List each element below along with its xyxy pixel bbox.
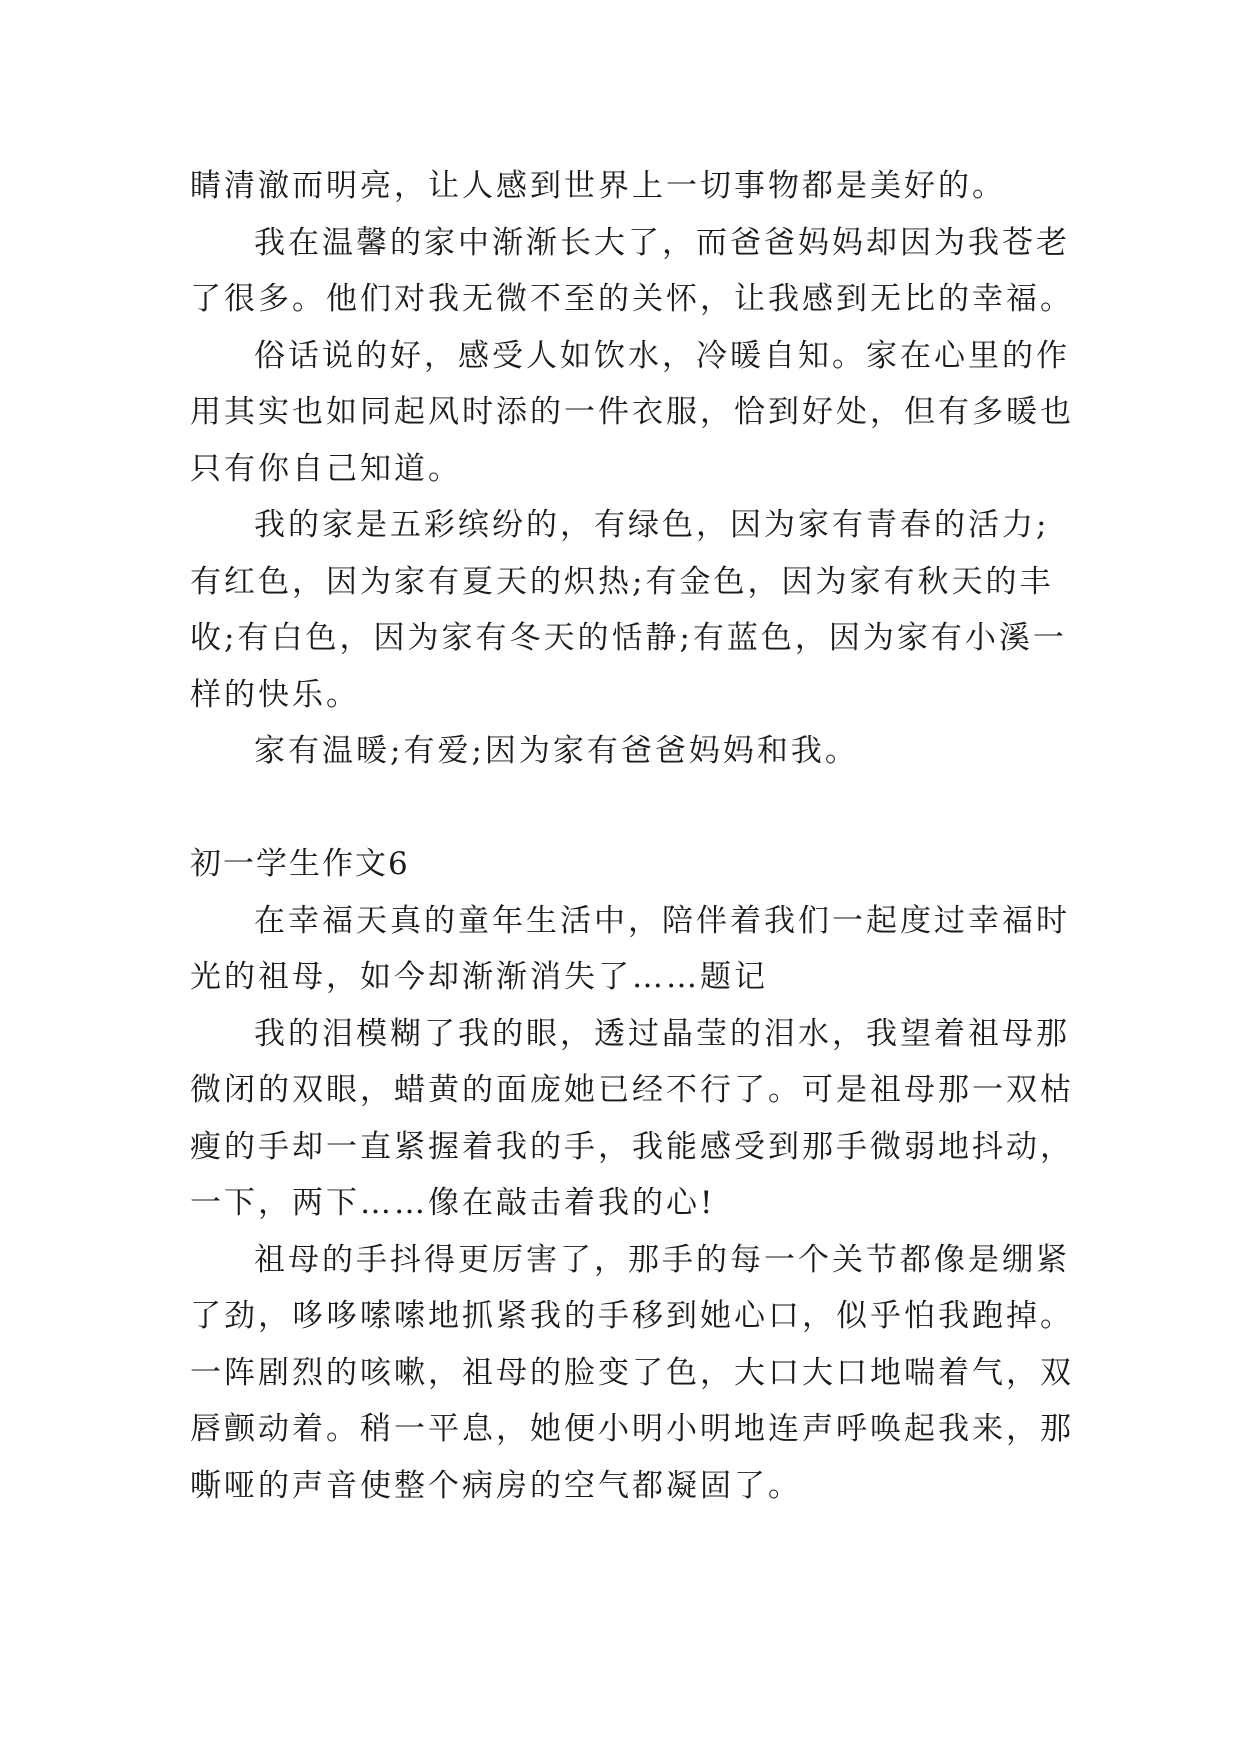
paragraph	[190, 893, 1070, 1006]
text-line: 嘶哑的声音使整个病房的空气都凝固了。	[190, 1467, 802, 1504]
text-line: 光的祖母，如今却渐渐消失了……题记	[190, 959, 768, 995]
text-line: 祖母的手抖得更厉害了，那手的每一个关节都像是绷紧	[254, 1241, 1070, 1278]
text-line: 有红色，因为家有夏天的炽热;有金色，因为家有秋天的丰	[190, 563, 1054, 600]
essay-section-2	[190, 836, 1074, 1514]
paragraph	[190, 215, 1074, 328]
text-line: 我的泪模糊了我的眼，透过晶莹的泪水，我望着祖母那	[254, 1015, 1070, 1052]
text-line: 用其实也如同起风时添的一件衣服，恰到好处，但有多暖也	[190, 394, 1074, 430]
text-line: 我的家是五彩缤纷的，有绿色，因为家有青春的活力;	[254, 507, 1050, 543]
text-line: 在幸福天真的童年生活中，陪伴着我们一起度过幸福时	[254, 902, 1070, 939]
text-line: 收;有白色，因为家有冬天的恬静;有蓝色，因为家有小溪一	[190, 620, 1067, 656]
text-line: 一阵剧烈的咳嗽，祖母的脸变了色，大口大口地喘着气，双	[190, 1354, 1074, 1391]
text-line: 唇颤动着。稍一平息，她便小明小明地连声呼唤起我来，那	[190, 1411, 1074, 1447]
paragraph	[190, 328, 1074, 498]
text-line: 了劲，哆哆嗦嗦地抓紧我的手移到她心口，似乎怕我跑掉。	[190, 1298, 1074, 1334]
text-line: 样的快乐。	[190, 676, 360, 713]
essay-heading: 初一学生作文6	[190, 846, 410, 882]
text-line: 微闭的双眼，蜡黄的面庞她已经不行了。可是祖母那一双枯	[190, 1072, 1074, 1108]
document-page	[190, 158, 1074, 1514]
paragraph	[190, 158, 1070, 215]
essay-section-1	[190, 158, 1074, 780]
text-line: 家有温暖;有爱;因为家有爸爸妈妈和我。	[254, 733, 859, 769]
text-line: 我在温馨的家中渐渐长大了，而爸爸妈妈却因为我苍老	[254, 224, 1070, 261]
text-line: 瘦的手却一直紧握着我的手，我能感受到那手微弱地抖动，	[190, 1128, 1074, 1165]
paragraph	[190, 497, 1070, 723]
text-line: 睛清澈而明亮，让人感到世界上一切事物都是美好的。	[190, 168, 1006, 204]
text-line: 了很多。他们对我无微不至的关怀，让我感到无比的幸福。	[190, 281, 1074, 317]
text-line: 只有你自己知道。	[190, 450, 462, 487]
paragraph	[190, 1006, 1074, 1232]
section-spacer	[190, 780, 1070, 837]
text-line: 俗话说的好，感受人如饮水，冷暖自知。家在心里的作	[254, 337, 1070, 374]
paragraph	[190, 723, 1070, 780]
paragraph	[190, 1232, 1074, 1515]
text-line: 一下，两下……像在敲击着我的心!	[190, 1185, 716, 1221]
